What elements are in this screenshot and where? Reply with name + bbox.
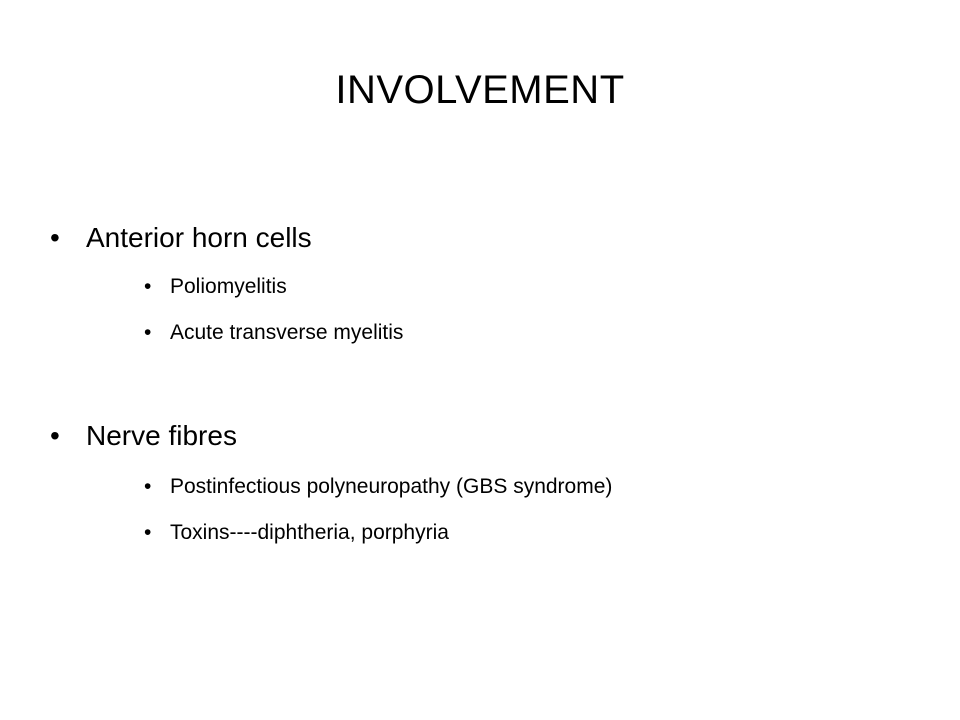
slide-title: INVOLVEMENT xyxy=(335,68,625,112)
bullet-anterior-horn-cells xyxy=(50,221,312,255)
sub-bullet-postinfectious-polyneuropathy xyxy=(144,474,613,500)
bullet-nerve-fibres xyxy=(50,419,237,453)
sub-bullet-acute-transverse-myelitis xyxy=(144,320,404,346)
bullet-icon: • xyxy=(144,521,152,544)
bullet-label: Nerve fibres xyxy=(86,420,237,451)
sub-bullet-poliomyelitis xyxy=(144,274,287,300)
bullet-icon: • xyxy=(50,222,60,253)
bullet-icon: • xyxy=(144,275,152,298)
bullet-icon: • xyxy=(144,475,152,498)
sub-bullet-label: Postinfectious polyneuropathy (GBS syndrome) xyxy=(170,475,613,498)
sub-bullet-label: Acute transverse myelitis xyxy=(170,321,404,344)
sub-bullet-toxins xyxy=(144,520,449,546)
sub-bullet-label: Poliomyelitis xyxy=(170,275,287,298)
bullet-icon: • xyxy=(144,321,152,344)
sub-bullet-label: Toxins----diphtheria, porphyria xyxy=(170,521,449,544)
bullet-icon: • xyxy=(50,420,60,451)
bullet-label: Anterior horn cells xyxy=(86,222,312,253)
